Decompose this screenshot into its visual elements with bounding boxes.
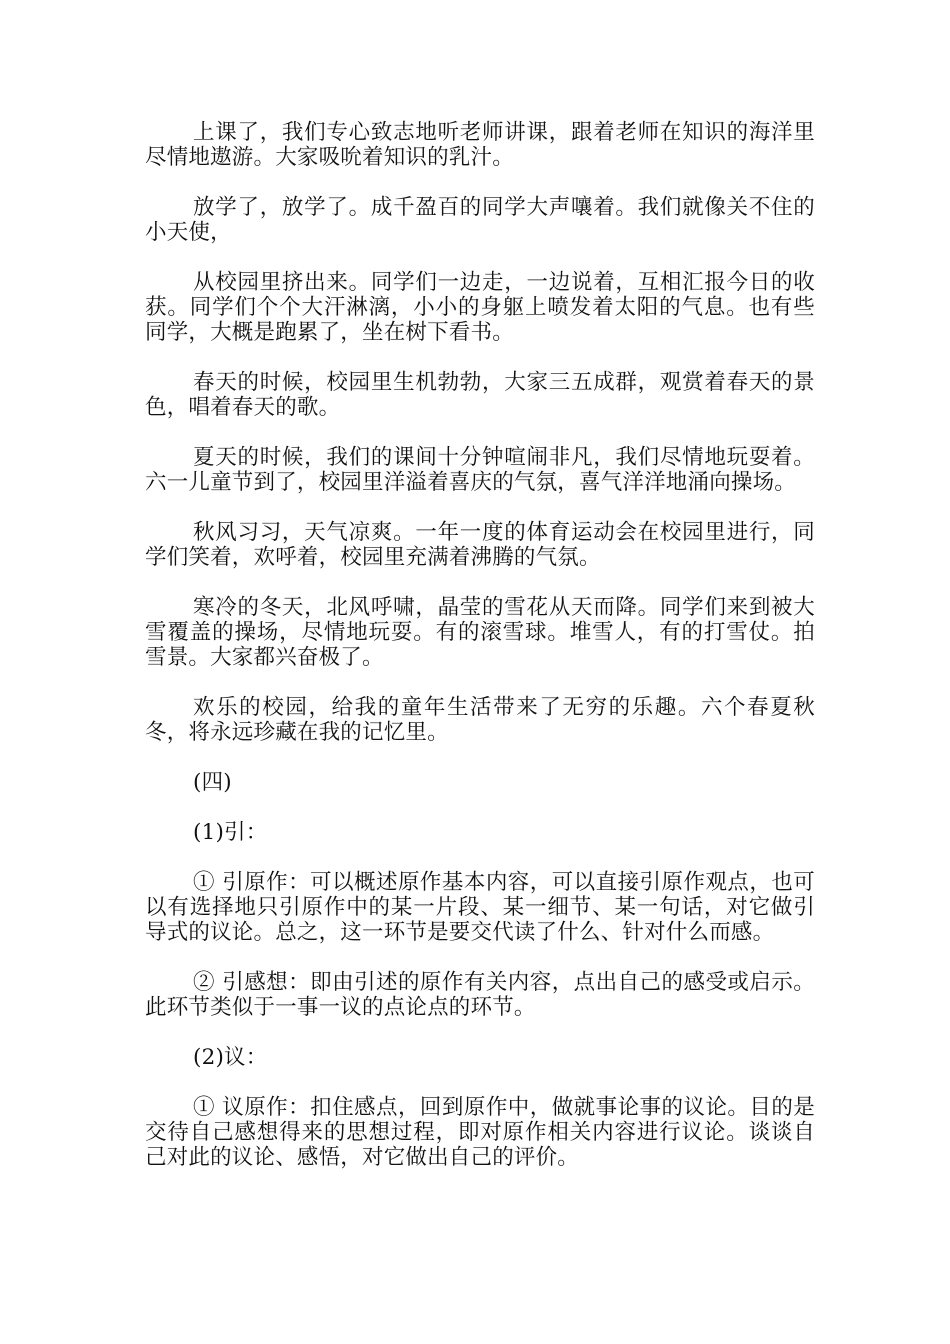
- document-page: [145, 120, 815, 1195]
- paragraph-yin-thoughts: ② 引感想：即由引述的原作有关内容，点出自己的感受或启示。此环节类似于一事一议的点论点的环节。: [145, 970, 815, 1020]
- paragraph-winter: 寒冷的冬天，北风呼啸，晶莹的雪花从天而降。同学们来到被大雪覆盖的操场，尽情地玩耍。有的滚雪球。堆雪人，有的打雪仗。拍雪景。大家都兴奋极了。: [145, 595, 815, 670]
- subheading-yi: (2)议：: [193, 1045, 268, 1070]
- paragraph-class-time: 上课了，我们专心致志地听老师讲课，跟着老师在知识的海洋里尽情地遨游。大家吸吮着知识的乳汁。: [145, 120, 815, 170]
- paragraph-after-school: 放学了，放学了。成千盈百的同学大声嚷着。我们就像关不住的小天使，: [145, 195, 815, 245]
- paragraph-spring: 春天的时候，校园里生机勃勃，大家三五成群，观赏着春天的景色，唱着春天的歌。: [145, 370, 815, 420]
- paragraph-yi-original: ① 议原作：扣住感点，回到原作中，做就事论事的议论。目的是交待自己感想得来的思想过程，即对原作相关内容进行议论。谈谈自己对此的议论、感悟，对它做出自己的评价。: [145, 1095, 815, 1170]
- paragraph-summer: 夏天的时候，我们的课间十分钟喧闹非凡，我们尽情地玩耍着。六一儿童节到了，校园里洋溢着喜庆的气氛，喜气洋洋地涌向操场。: [145, 445, 815, 495]
- paragraph-autumn: 秋风习习，天气凉爽。一年一度的体育运动会在校园里进行，同学们笑着，欢呼着，校园里充满着沸腾的气氛。: [145, 520, 815, 570]
- paragraph-leaving-campus: 从校园里挤出来。同学们一边走，一边说着，互相汇报今日的收获。同学们个个大汗淋漓，小小的身躯上喷发着太阳的气息。也有些同学，大概是跑累了，坐在树下看书。: [145, 270, 815, 345]
- paragraph-yin-original: ① 引原作：可以概述原作基本内容，可以直接引原作观点，也可以有选择地只引原作中的某一片段、某一细节、某一句话，对它做引导式的议论。总之，这一环节是要交代读了什么、针对什么而感。: [145, 870, 815, 945]
- section-heading-four: (四): [193, 770, 232, 795]
- paragraph-conclusion: 欢乐的校园，给我的童年生活带来了无穷的乐趣。六个春夏秋冬，将永远珍藏在我的记忆里。: [145, 695, 815, 745]
- subheading-yin: (1)引：: [193, 820, 268, 845]
